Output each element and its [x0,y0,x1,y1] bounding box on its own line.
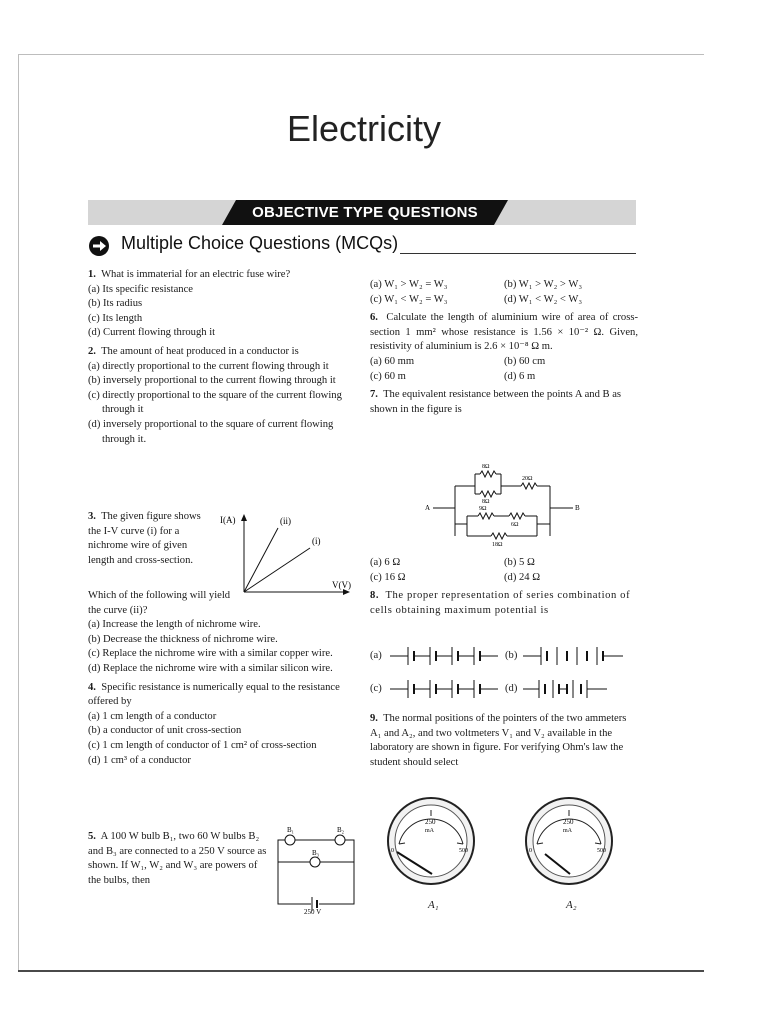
options-6-row1 [370,355,638,370]
question-text: The amount of heat produced in a conductor is [101,345,299,357]
chapter-title: Electricity [286,108,442,149]
option-6c: (c) 60 m [370,370,406,382]
question-2 [88,345,356,360]
option-4b: (b) a conductor of unit cross-section [88,725,242,737]
question-number: 5. [88,831,96,842]
question-text: The normal positions of the pointers of the two ammeters A₁ and A₂, and two voltmeters V₁ and V₂ available in the laboratory are shown in figure. For verifying Ohm's law the student should select [370,713,627,768]
svg-text:A: A [425,504,431,512]
option-5c: (c) W₁ < W₂ = W₃ [370,293,448,305]
question-8 [370,589,638,618]
option-7d: (d) 24 Ω [504,571,541,583]
mcq-heading-rule [400,253,636,254]
question-7 [370,388,638,417]
arrow-circle-icon [88,235,110,257]
svg-text:8Ω: 8Ω [482,499,490,505]
question-4 [88,681,356,710]
resistor-network-diagram [425,458,585,548]
svg-text:mA: mA [563,828,572,834]
resistor-6-ohm [509,513,525,519]
question-number: 8. [370,590,380,602]
question-9 [370,712,638,770]
resistor-8-ohm-a [480,471,496,477]
curve-i-label: (i) [312,536,321,546]
option-1a: (a) Its specific resistance [88,283,194,295]
question-text: The proper representation of series combination of cells obtaining maximum potential is [370,590,631,616]
option-1b: (b) Its radius [88,298,143,310]
option-8d: (d) [505,683,518,694]
resistor-9-ohm [478,513,494,519]
options-7-row2 [370,571,638,586]
options-7-row1 [370,556,638,571]
question-number: 9. [370,713,378,724]
question-number: 2. [88,345,96,357]
bulb-b2 [335,835,345,845]
option-5b: (b) W₁ > W₂ > W₃ [504,279,583,290]
svg-text:18Ω: 18Ω [492,542,503,548]
page-left-border [18,54,19,971]
bulb-b1 [285,835,295,845]
option-7b: (b) 5 Ω [504,557,535,568]
question-3-intro [88,510,216,568]
source-label: 250 V [304,908,322,914]
mcq-heading [88,233,638,259]
mcq-heading-text: Multiple Choice Questions (MCQs) [121,233,399,253]
cells-option-c [390,678,500,700]
bulb-circuit-diagram [274,822,358,914]
option-5d: (d) W₁ < W₂ < W₃ [504,293,583,305]
option-3c: (c) Replace the nichrome wire with a similar copper wire. [88,648,333,660]
svg-text:250: 250 [425,818,436,826]
page-top-border [18,54,704,55]
option-6d: (d) 6 m [504,370,536,382]
option-3d: (d) Replace the nichrome wire with a similar silicon wire. [88,662,333,674]
ammeter-a2 [523,796,633,886]
option-1c: (c) Its length [88,312,143,324]
option-2a: (a) directly proportional to the current flowing through it [88,360,329,372]
svg-text:mA: mA [425,828,434,834]
options-5-row1 [370,278,638,293]
svg-text:6Ω: 6Ω [511,522,519,528]
question-text: The given figure shows the I-V curve (i) for a nichrome wire of given length and cross-section. [88,511,201,566]
ammeter-a1-label: A₁ [428,899,439,911]
curve-ii [244,528,278,592]
option-1d: (d) Current flowing through it [88,327,216,339]
svg-text:B₁: B₁ [287,826,295,834]
question-number: 7. [370,389,378,401]
option-5a: (a) W₁ > W₂ = W₃ [370,279,448,290]
svg-text:B₃: B₃ [312,849,320,857]
options-6-row2 [370,370,638,385]
option-4d: (d) 1 cm³ of a conductor [88,754,191,766]
bulb-b3 [310,857,320,867]
resistor-20-ohm [521,483,537,489]
y-axis-label: I(A) [220,515,236,525]
cells-option-a [390,645,500,667]
question-3-body [88,589,356,768]
option-8b: (b) [505,650,518,661]
svg-text:9Ω: 9Ω [479,506,487,512]
left-column [88,268,356,447]
svg-text:B: B [575,504,580,512]
x-axis-label: V(V) [332,580,351,590]
option-2d: (d) inversely proportional to the square of current flowing through it. [88,418,334,445]
options-5-row2 [370,293,638,308]
right-column-lower [370,556,638,618]
svg-text:B₂: B₂ [337,826,345,834]
question-3-text2: Which of the following will yield the curve (ii)? [88,590,231,616]
ammeter-a2-label: A₂ [566,899,577,911]
option-3b: (b) Decrease the thickness of nichrome wire. [88,633,278,645]
y-axis-arrow [241,514,247,521]
option-2b: (b) inversely proportional to the current flowing through it [88,375,336,387]
svg-text:500: 500 [459,848,468,854]
cells-option-d [523,678,633,700]
question-number: 4. [88,681,96,693]
ammeter-a1 [385,796,495,886]
section-banner-label: OBJECTIVE TYPE QUESTIONS [252,204,478,221]
question-text: The equivalent resistance between the points A and B as shown in the figure is [370,389,622,415]
question-6 [370,311,638,355]
resistor-18-ohm [491,533,507,539]
option-7c: (c) 16 Ω [370,571,406,583]
svg-text:0: 0 [391,848,394,854]
page-bottom-border [18,970,704,972]
curve-i [244,548,310,592]
svg-text:0: 0 [529,848,532,854]
right-column [370,278,638,417]
question-number: 6. [370,312,378,324]
question-number: 1. [88,269,96,280]
svg-text:20Ω: 20Ω [522,476,533,482]
question-text: Specific resistance is numerically equal to the resistance offered by [88,681,340,708]
question-text: What is immaterial for an electric fuse wire? [101,269,291,280]
option-4c: (c) 1 cm length of conductor of 1 cm² of cross-section [88,739,317,751]
svg-text:500: 500 [597,848,606,854]
question-5 [88,830,270,888]
question-text: Calculate the length of aluminium wire of area of cross-section 1 mm² whose resistance is 1.56 × 10⁻² Ω. Given, resistivity of aluminium is 2.6 × 10⁻⁸ Ω m. [370,312,638,353]
option-6b: (b) 60 cm [504,355,546,367]
svg-text:250: 250 [563,818,574,826]
svg-text:8Ω: 8Ω [482,464,490,470]
question-1 [88,268,356,283]
question-text: A 100 W bulb B₁, two 60 W bulbs B₂ and B₃ are connected to a 250 V source as shown. If W₁, W₂ and W₃ are powers of the bulbs, then [88,831,267,886]
option-8c: (c) [370,683,382,694]
option-7a: (a) 6 Ω [370,557,401,568]
question-number: 3. [88,511,96,522]
option-4a: (a) 1 cm length of a conductor [88,710,217,722]
resistor-8-ohm-b [480,491,496,497]
option-8a: (a) [370,650,382,661]
option-3a: (a) Increase the length of nichrome wire. [88,619,261,631]
option-6a: (a) 60 mm [370,355,415,367]
iv-graph [220,512,360,598]
curve-ii-label: (ii) [280,516,291,526]
cells-option-b [523,645,633,667]
option-2c: (c) directly proportional to the square of the current flowing through it [88,389,342,416]
